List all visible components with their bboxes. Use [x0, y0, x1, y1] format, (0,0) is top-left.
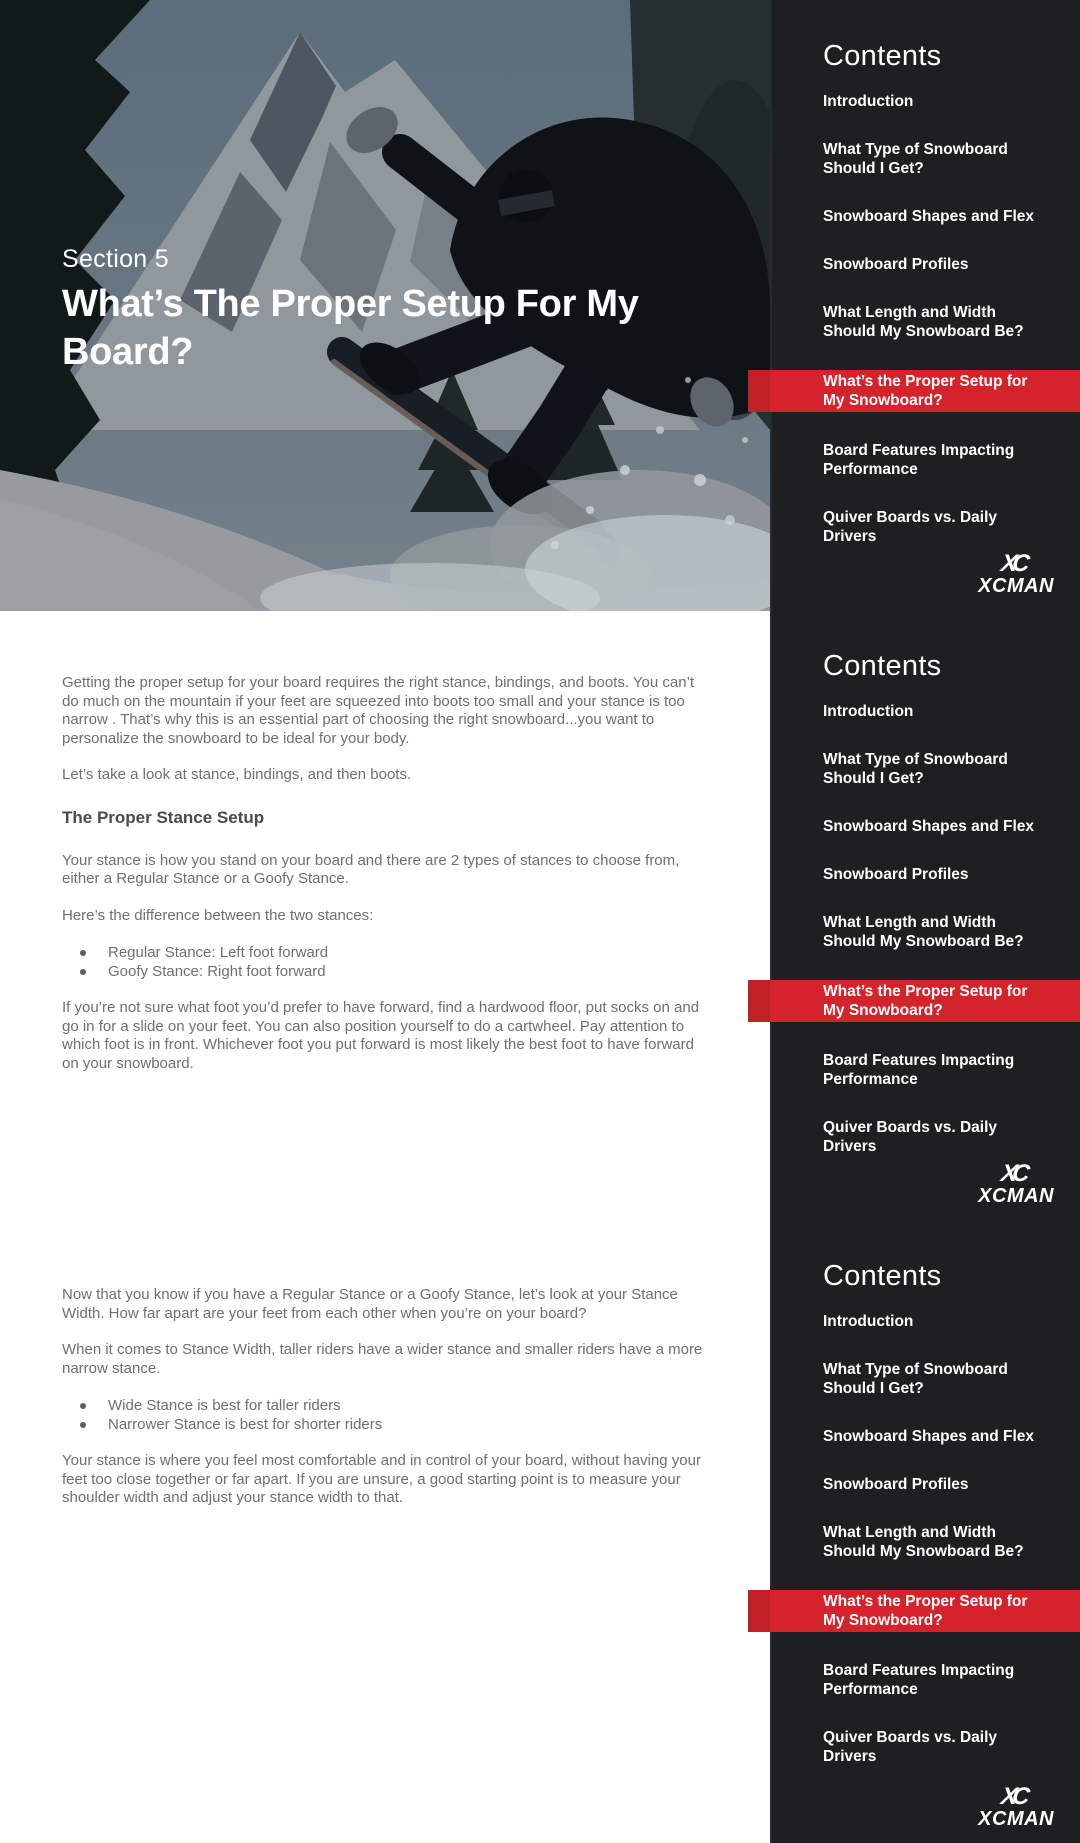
toc-item-board-features[interactable]: Board Features Impacting Performance: [823, 442, 1015, 478]
hero-section: [0, 0, 770, 611]
section-kicker: Section 5: [62, 245, 169, 273]
toc-item-what-type[interactable]: What Type of Snowboard Should I Get?: [823, 141, 1008, 177]
toc-heading: Contents: [823, 650, 942, 682]
content-block-stance: [62, 674, 708, 1091]
toc-item-proper-setup-active[interactable]: What’s the Proper Setup for My Snowboard?: [748, 1590, 1080, 1632]
toc-block: [770, 1220, 1080, 1843]
xcman-wordmark: XCMAN: [978, 575, 1054, 597]
list-item: Wide Stance is best for taller riders: [62, 1396, 708, 1415]
paragraph-width-2: When it comes to Stance Width, taller riders have a wider stance and smaller riders have a more narrow stance.: [62, 1341, 703, 1377]
toc-item-board-features[interactable]: Board Features Impacting Performance: [823, 1052, 1015, 1088]
stance-width-bullet-list: [62, 1396, 708, 1434]
stance-section-heading: The Proper Stance Setup: [62, 807, 265, 827]
toc-item-quiver-boards[interactable]: Quiver Boards vs. Daily Drivers: [823, 1729, 998, 1765]
paragraph-width-1: Now that you know if you have a Regular Stance or a Goofy Stance, let’s look at your Stance Width. How far apart are your feet from each other when you’re on your board?: [62, 1286, 678, 1322]
toc-item-introduction[interactable]: Introduction: [823, 703, 914, 720]
toc-item-length-width[interactable]: What Length and Width Should My Snowboard Be?: [823, 304, 1024, 340]
content-block-stance-width: [62, 1286, 708, 1526]
list-item: Narrower Stance is best for shorter riders: [62, 1415, 708, 1434]
paragraph-stance-2: Here’s the difference between the two stances:: [62, 906, 374, 924]
toc-item-proper-setup-active[interactable]: What’s the Proper Setup for My Snowboard?: [748, 370, 1080, 412]
toc-heading: Contents: [823, 1260, 942, 1292]
paragraph-width-3: Your stance is where you feel most comfortable and in control of your board, without having your feet too close together or far apart. If you are unsure, a good starting point is to measure your shoulder width and adjust your stance width to that.: [62, 1452, 701, 1506]
toc-item-shapes-flex[interactable]: Snowboard Shapes and Flex: [823, 818, 1035, 835]
list-item: Regular Stance: Left foot forward: [62, 943, 708, 962]
xcman-wordmark: XCMAN: [978, 1185, 1054, 1207]
paragraph-intro-1: Getting the proper setup for your board requires the right stance, bindings, and boots. You can’t do much on the mountain if your feet are squeezed into boots too small and your stance is too narrow . That’s why this is an essential part of choosing the right snowboard...you want to personalize the snowboard to be ideal for your body.: [62, 674, 695, 747]
toc-item-quiver-boards[interactable]: Quiver Boards vs. Daily Drivers: [823, 1119, 998, 1155]
toc-item-introduction[interactable]: Introduction: [823, 1313, 914, 1330]
toc-block: [770, 610, 1080, 1220]
toc-item-shapes-flex[interactable]: Snowboard Shapes and Flex: [823, 1428, 1035, 1445]
toc-heading: Contents: [823, 40, 942, 72]
xcman-logo: [978, 1160, 1054, 1207]
list-item: Goofy Stance: Right foot forward: [62, 962, 708, 981]
toc-item-length-width[interactable]: What Length and Width Should My Snowboard Be?: [823, 914, 1024, 950]
toc-item-length-width[interactable]: What Length and Width Should My Snowboard Be?: [823, 1524, 1024, 1560]
toc-item-shapes-flex[interactable]: Snowboard Shapes and Flex: [823, 208, 1035, 225]
xcman-wordmark: XCMAN: [978, 1808, 1054, 1830]
toc-item-profiles[interactable]: Snowboard Profiles: [823, 866, 969, 883]
toc-item-what-type[interactable]: What Type of Snowboard Should I Get?: [823, 751, 1008, 787]
toc-item-profiles[interactable]: Snowboard Profiles: [823, 256, 969, 273]
paragraph-intro-2: Let’s take a look at stance, bindings, and then boots.: [62, 766, 412, 783]
section-title: What’s The Proper Setup For My Board?: [62, 283, 639, 373]
xcman-monogram-icon: XC: [999, 1783, 1027, 1810]
toc-block: [770, 0, 1080, 610]
hero-text-block: [62, 244, 762, 376]
xcman-logo: [978, 1783, 1054, 1830]
toc-item-profiles[interactable]: Snowboard Profiles: [823, 1476, 969, 1493]
xcman-logo: [978, 550, 1054, 597]
xcman-monogram-icon: XC: [999, 550, 1027, 577]
contents-sidebar: [770, 0, 1080, 1843]
toc-item-proper-setup-active[interactable]: What’s the Proper Setup for My Snowboard?: [748, 980, 1080, 1022]
toc-item-introduction[interactable]: Introduction: [823, 93, 914, 110]
paragraph-stance-3: If you’re not sure what foot you’d prefer to have forward, find a hardwood floor, put socks on and go in for a slide on your feet. You can also position yourself to do a cartwheel. Pay attention to which foot is in front. Whichever foot you put forward is most likely the best foot to have forward on your snowboard.: [62, 999, 700, 1072]
stance-bullet-list: [62, 943, 708, 981]
paragraph-stance-1: Your stance is how you stand on your board and there are 2 types of stances to choose from, either a Regular Stance or a Goofy Stance.: [62, 851, 680, 887]
toc-item-what-type[interactable]: What Type of Snowboard Should I Get?: [823, 1361, 1008, 1397]
toc-item-quiver-boards[interactable]: Quiver Boards vs. Daily Drivers: [823, 509, 998, 545]
xcman-monogram-icon: XC: [999, 1160, 1027, 1187]
toc-item-board-features[interactable]: Board Features Impacting Performance: [823, 1662, 1015, 1698]
